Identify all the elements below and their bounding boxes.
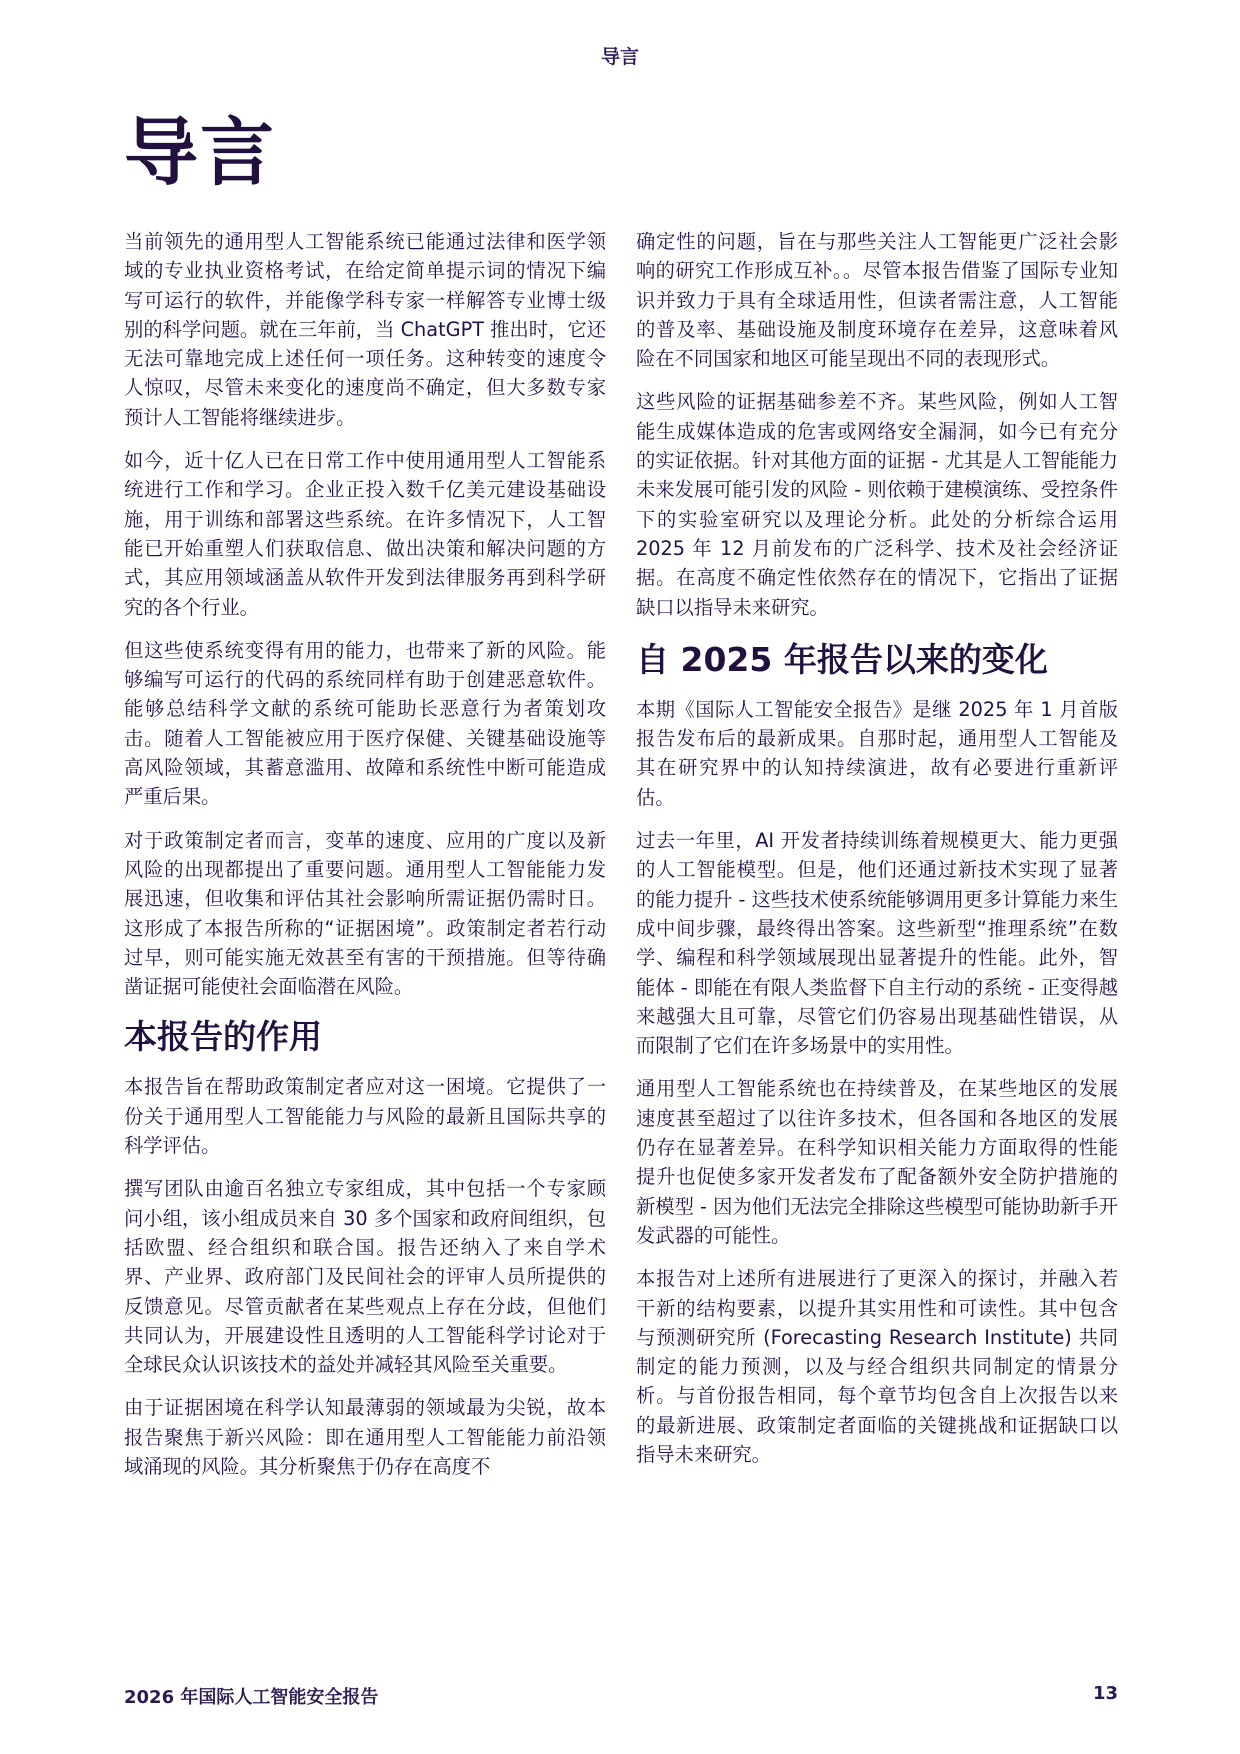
footer-report-title: 2026 年国际人工智能安全报告 [124, 1687, 379, 1708]
paragraph: 通用型人工智能系统也在持续普及，在某些地区的发展速度甚至超过了以往许多技术，但各国和各地区的发展仍存在显著差异。在科学知识相关能力方面取得的性能提升也促使多家开发者发布了配备额外安全防护措施的新模型 - 因为他们无法完全排除这些模型可能协助新手开发武器的可能性。 [636, 1077, 1118, 1247]
paragraph: 对于政策制定者而言，变革的速度、应用的广度以及新风险的出现都提出了重要问题。通用型人工智能能力发展迅速，但收集和评估其社会影响所需证据仍需时日。这形成了本报告所称的“证据困境”。政策制定者若行动过早，则可能实施无效甚至有害的干预措施。但等待确凿证据可能使社会面临潜在风险。 [124, 828, 606, 999]
paragraph: 本报告旨在帮助政策制定者应对这一困境。它提供了一份关于通用型人工智能能力与风险的最新且国际共享的科学评估。 [124, 1075, 606, 1158]
section-heading-changes: 自 2025 年报告以来的变化 [636, 639, 1048, 679]
right-column [636, 227, 1118, 1483]
paragraph: 本期《国际人工智能安全报告》是继 2025 年 1 月首版报告发布后的最新成果。自那时起，通用型人工智能及其在研究界中的认知持续演进，故有必要进行重新评估。 [636, 697, 1118, 809]
section-heading-role: 本报告的作用 [124, 1017, 322, 1057]
paragraph: 如今，近十亿人已在日常工作中使用通用型人工智能系统进行工作和学习。企业正投入数千亿美元建设基础设施，用于训练和部署这些系统。在许多情况下，人工智能已开始重塑人们获取信息、做出决策和解决问题的方式，其应用领域涵盖从软件开发到法律服务再到科学研究的各个行业。 [124, 449, 606, 619]
paragraph: 确定性的问题，旨在与那些关注人工智能更广泛社会影响的研究工作形成互补。。尽管本报告借鉴了国际专业知识并致力于具有全球适用性，但读者需注意，人工智能的普及率、基础设施及制度环境存在差异，这意味着风险在不同国家和地区可能呈现出不同的表现形式。 [636, 230, 1118, 371]
paragraph: 这些风险的证据基础参差不齐。某些风险，例如人工智能生成媒体造成的危害或网络安全漏洞，如今已有充分的实证依据。针对其他方面的证据 - 尤其是人工智能能力未来发展可能引发的风险 - 则依赖于建模演练、受控条件下的实验室研究以及理论分析。此处的分析综合运用 2025 年 12 月前发布的广泛科学、技术及社会经济证据。在高度不确定性依然存在的情况下，它指出了证据缺口以指导未来研究。 [636, 390, 1118, 619]
paragraph: 当前领先的通用型人工智能系统已能通过法律和医学领域的专业执业资格考试，在给定简单提示词的情况下编写可运行的软件，并能像学科专家一样解答专业博士级别的科学问题。就在三年前，当 ChatGPT 推出时，它还无法可靠地完成上述任何一项任务。这种转变的速度令人惊叹，尽管未来变化的速度尚不确定，但大多数专家预计人工智能将继续进步。 [124, 230, 606, 429]
paragraph: 撰写团队由逾百名独立专家组成，其中包括一个专家顾问小组，该小组成员来自 30 多个国家和政府间组织，包括欧盟、经合组织和联合国。报告还纳入了来自学术界、产业界、政府部门及民间社会的评审人员所提供的反馈意见。尽管贡献者在某些观点上存在分歧，但他们共同认为，开展建设性且透明的人工智能科学讨论对于全球民众认识该技术的益处并减轻其风险至关重要。 [124, 1177, 606, 1377]
page-title: 导言 [124, 110, 276, 196]
paragraph: 本报告对上述所有进展进行了更深入的探讨，并融入若干新的结构要素，以提升其实用性和可读性。其中包含与预测研究所 (Forecasting Research Institute) 共同制定的能力预测，以及与经合组织共同制定的情景分析。与首份报告相同，每个章节均包含自上次报告以来的最新进展、政策制定者面临的关键挑战和证据缺口以指导未来研究。 [636, 1267, 1118, 1466]
left-column [124, 227, 606, 1495]
running-header: 导言 [600, 46, 639, 68]
paragraph: 由于证据困境在科学认知最薄弱的领域最为尖锐，故本报告聚焦于新兴风险：即在通用型人工智能能力前沿领域涌现的风险。其分析聚焦于仍存在高度不 [124, 1396, 606, 1478]
paragraph: 过去一年里，AI 开发者持续训练着规模更大、能力更强的人工智能模型。但是，他们还通过新技术实现了显著的能力提升 - 这些技术使系统能够调用更多计算能力来生成中间步骤，最终得出答案。这些新型“推理系统”在数学、编程和科学领域展现出显著提升的性能。此外，智能体 - 即能在有限人类监督下自主行动的系统 - 正变得越来越强大且可靠，尽管它们仍容易出现基础性错误，从而限制了它们在许多场景中的实用性。 [636, 829, 1118, 1058]
paragraph: 但这些使系统变得有用的能力，也带来了新的风险。能够编写可运行的代码的系统同样有助于创建恶意软件。能够总结科学文献的系统可能助长恶意行为者策划攻击。随着人工智能被应用于医疗保健、关键基础设施等高风险领域，其蓄意滥用、故障和系统性中断可能造成严重后果。 [124, 638, 606, 809]
page-number: 13 [1092, 1683, 1118, 1704]
